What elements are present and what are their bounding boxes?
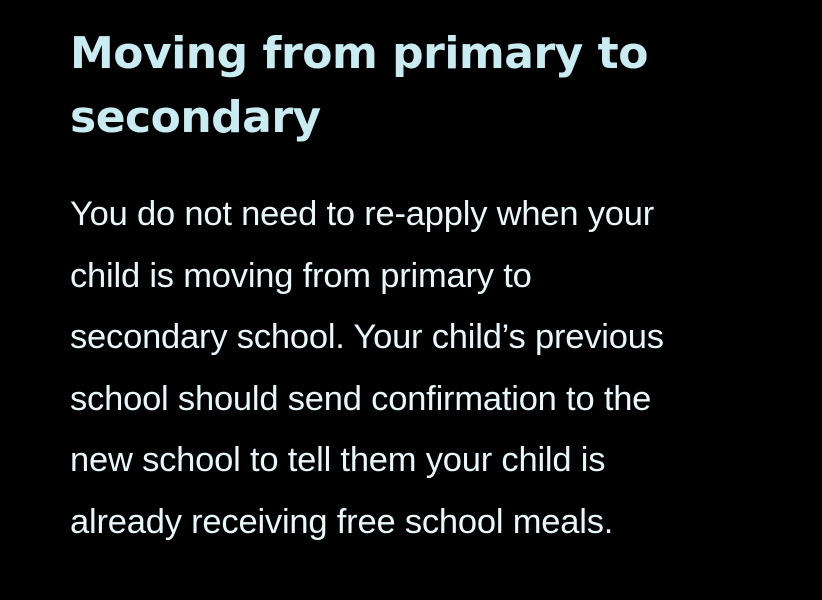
section-paragraph <box>70 184 770 553</box>
paragraph-line: secondary school. Your child’s previous <box>70 318 664 356</box>
heading-line: secondary <box>70 92 321 143</box>
paragraph-line: child is moving from primary to <box>70 256 532 295</box>
heading-line: Moving from primary to <box>70 28 648 79</box>
content-section <box>70 22 770 553</box>
paragraph-line: You do not need to re-apply when your <box>70 195 655 233</box>
paragraph-line: already receiving free school meals. <box>70 502 614 541</box>
section-heading <box>70 22 770 150</box>
paragraph-line: school should send confirmation to the <box>70 379 652 418</box>
paragraph-line: new school to tell them your child is <box>70 441 606 479</box>
